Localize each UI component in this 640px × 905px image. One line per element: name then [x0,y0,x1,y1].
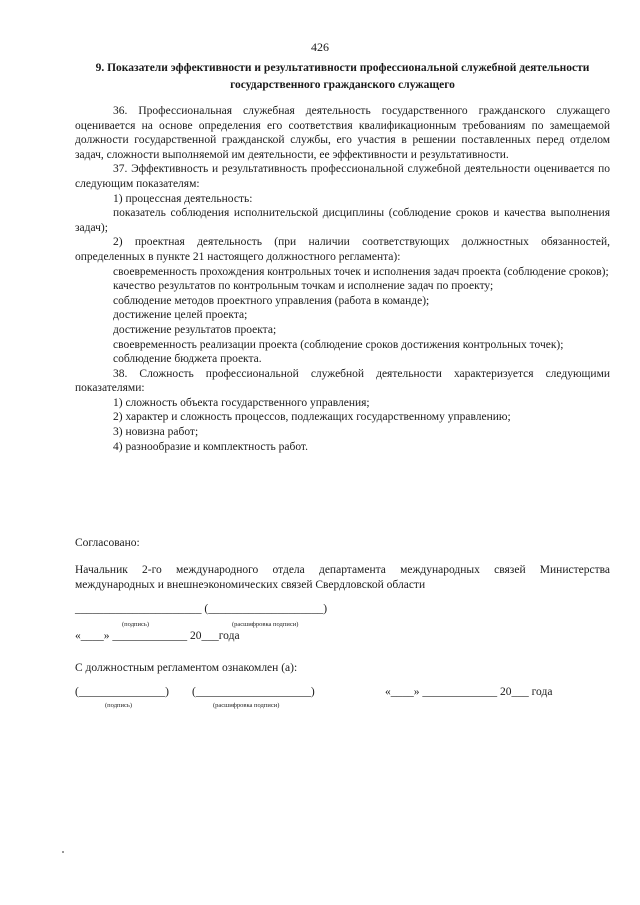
caption-decoding: (расшифровка подписи) [232,621,299,628]
paragraph: 3) новизна работ; [113,426,199,439]
scan-speck [62,851,64,853]
caption-signature: (подпись) [122,621,149,628]
paragraph: 37. Эффективность и результативность профессиональной служебной деятельности оценивается по следующим показателям: [75,163,610,190]
date-line: «____» _____________ 20___ года [385,686,553,698]
paragraph: своевременность реализации проекта (соблюдение сроков достижения контрольных точек); [113,338,564,351]
paragraph: 2) проектная деятельность (при наличии соответствующих должностных обязанностей, определенных в пункте 21 настоящего должностного регламента): [75,236,610,263]
acquainted-label: С должностным регламентом ознакомлен (а): [75,662,298,674]
date-line: «____» _____________ 20___года [75,630,240,642]
agreed-label: Согласовано: [75,537,140,549]
signature-line: ______________________ (____________________) [75,603,328,615]
caption-signature: (подпись) [105,702,132,709]
paragraph: 1) сложность объекта государственного управления; [113,396,370,409]
paragraph: соблюдение методов проектного управления (работа в команде); [113,294,430,307]
paragraph: показатель соблюдения исполнительской дисциплины (соблюдение сроков и качества выполнения задач); [75,207,610,234]
document-body [75,104,610,454]
signature-field: (_______________) [75,686,169,698]
paragraph: соблюдение бюджета проекта. [113,353,262,366]
decoding-field: (____________________) [192,686,315,698]
paragraph: 1) процессная деятельность: [113,192,253,205]
paragraph: 36. Профессиональная служебная деятельность государственного гражданского служащего оценивается на основе определения его соответствия квалификационным требованиям по замещаемой должности государственной гражданской службы, его участия в решении поставленных перед отделом задач, сложности выполняемой им деятельности, ее эффективности и результативности. [75,105,610,161]
paragraph: достижение результатов проекта; [113,323,277,336]
paragraph: 38. Сложность профессиональной служебной деятельности характеризуется следующими показателями: [75,367,610,395]
paragraph: достижение целей проекта; [113,309,248,322]
paragraph: качество результатов по контрольным точкам и исполнение задач по проекту; [113,280,494,293]
paragraph: 2) характер и сложность процессов, подлежащих государственному управлению; [113,411,511,424]
paragraph: 4) разнообразие и комплектность работ. [113,440,308,453]
caption-decoding: (расшифровка подписи) [213,702,280,709]
section-title: 9. Показатели эффективности и результативности профессиональной служебной деятельности государственного гражданского служащего [95,62,590,91]
paragraph: своевременность прохождения контрольных точек и исполнения задач проекта (соблюдение сроков); [113,265,609,278]
head-position: Начальник 2-го международного отдела департамента международных связей Министерства международных и внешнеэкономических связей Свердловской области [75,564,610,591]
page-number: 426 [311,40,329,54]
